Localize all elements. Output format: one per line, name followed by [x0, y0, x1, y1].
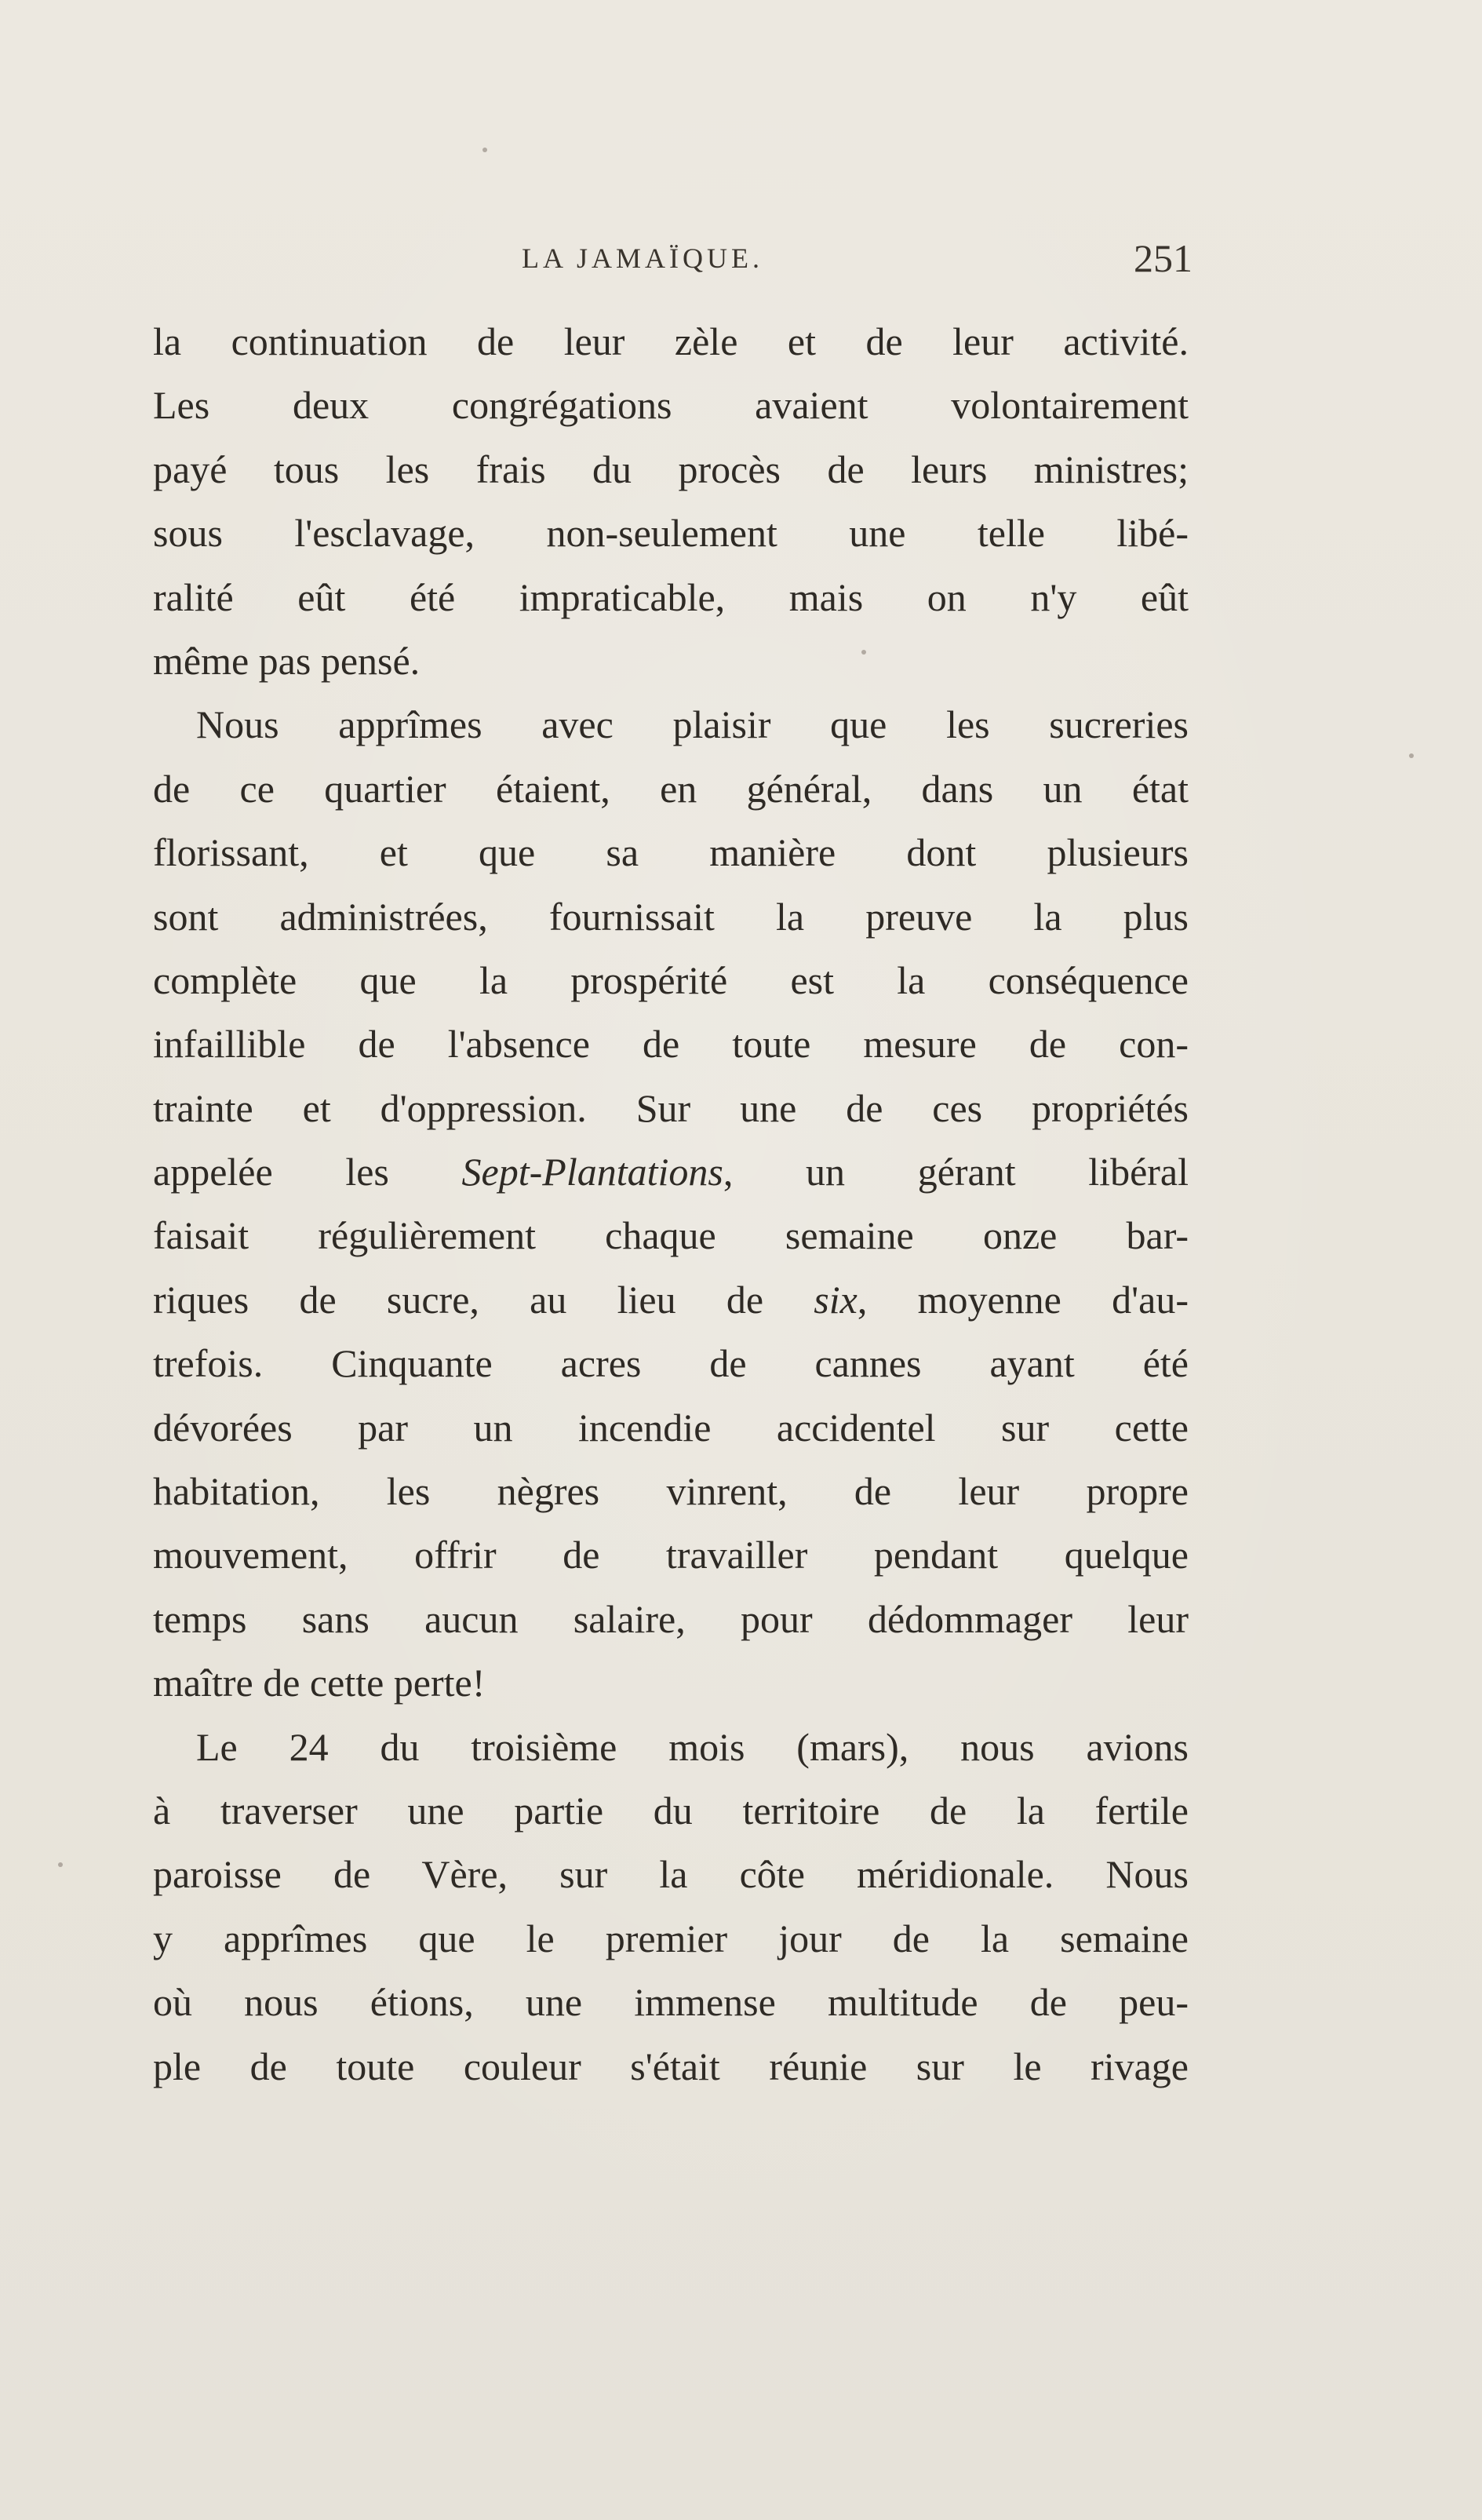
text-line: complète que la prospérité est la conséquence [153, 957, 1189, 1002]
text-line: faisait régulièrement chaque semaine onze bar- [153, 1213, 1189, 1258]
text-line [153, 1268, 1189, 1332]
text-line: Nous apprîmes avec plaisir que les sucreries [196, 702, 1189, 747]
paper-speck [58, 1862, 63, 1867]
text-line: habitation, les nègres vinrent, de leur propre [153, 1469, 1189, 1514]
text-line: temps sans aucun salaire, pour dédommager leur [153, 1596, 1189, 1641]
text-line: paroisse de Vère, sur la côte méridionale. Nous [153, 1852, 1189, 1897]
text-line: ple de toute couleur s'était réunie sur le rivage [153, 2044, 1189, 2088]
text-line: sont administrées, fournissait la preuve la plus [153, 894, 1189, 939]
text-line: Les deux congrégations avaient volontairement [153, 383, 1189, 428]
page-number: 251 [1134, 236, 1193, 280]
page-header [153, 235, 1193, 290]
text-fragment: riques de sucre, au lieu de [153, 1277, 814, 1322]
italic-term: six [814, 1277, 858, 1322]
text-line: mouvement, offrir de travailler pendant quelque [153, 1533, 1189, 1577]
text-line: même pas pensé. [153, 638, 421, 683]
text-fragment: , un gérant libéral [723, 1150, 1189, 1194]
text-line: infaillible de l'absence de toute mesure de con- [153, 1022, 1189, 1067]
text-line: trefois. Cinquante acres de cannes ayant été [153, 1341, 1189, 1386]
text-line: Le 24 du troisième mois (mars), nous avions [196, 1724, 1189, 1769]
running-head: LA JAMAÏQUE. [522, 243, 763, 274]
text-line: sous l'esclavage, non-seulement une telle libé- [153, 511, 1189, 556]
text-line: payé tous les frais du procès de leurs ministres; [153, 447, 1189, 491]
text-line: à traverser une partie du territoire de la fertile [153, 1788, 1189, 1833]
text-fragment: , moyenne d'au- [857, 1277, 1189, 1322]
paper-speck [482, 148, 487, 152]
text-line: y apprîmes que le premier jour de la semaine [153, 1916, 1189, 1960]
text-line: florissant, et que sa manière dont plusieurs [153, 830, 1189, 875]
text-line: la continuation de leur zèle et de leur activité. [153, 319, 1189, 363]
body-text [153, 310, 1189, 2099]
paper-speck [1409, 753, 1414, 758]
text-line: ralité eût été impraticable, mais on n'y eût [153, 574, 1189, 619]
text-line: trainte et d'oppression. Sur une de ces propriétés [153, 1085, 1189, 1130]
text-line: maître de cette perte! [153, 1661, 486, 1705]
paper-speck [861, 650, 866, 655]
italic-term: Sept-Plantations [461, 1150, 723, 1194]
text-fragment: appelée les [153, 1150, 462, 1194]
text-line [153, 1140, 1189, 1204]
text-line: où nous étions, une immense multitude de peu- [153, 1980, 1189, 2025]
text-line: de ce quartier étaient, en général, dans un état [153, 766, 1189, 811]
text-line: dévorées par un incendie accidentel sur cette [153, 1405, 1189, 1450]
